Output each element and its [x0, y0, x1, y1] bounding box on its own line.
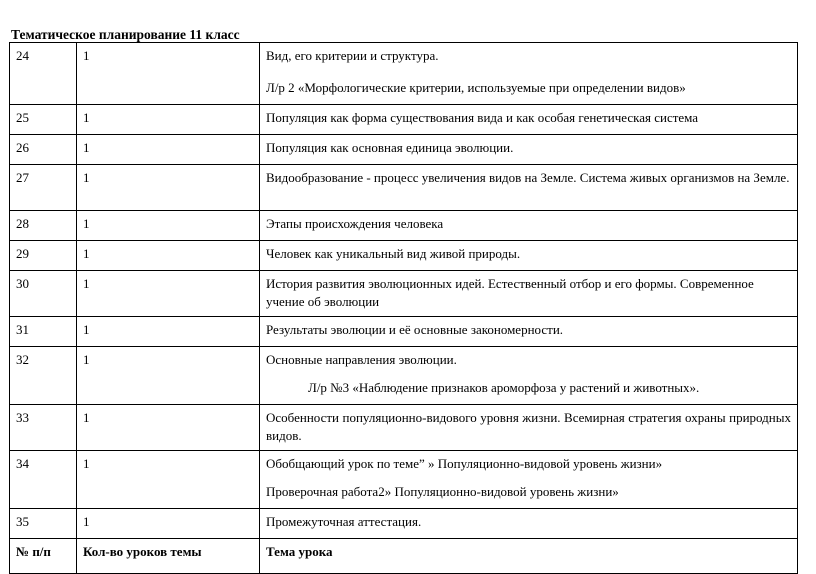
test-work: Проверочная работа2» Популяционно-видовой уровень жизни»: [266, 484, 619, 499]
lesson-count: 1: [77, 271, 260, 317]
lesson-topic: Основные направления эволюции.: [266, 352, 457, 367]
lesson-topic-cell: [260, 43, 798, 105]
lesson-topic: Промежуточная аттестация.: [260, 509, 798, 539]
lesson-topic: Популяция как основная единица эволюции.: [260, 135, 798, 165]
lesson-number: 31: [10, 317, 77, 347]
lab-work: Л/р 2 «Морфологические критерии, используемые при определении видов»: [266, 80, 686, 95]
header-topic: Тема урока: [260, 539, 798, 574]
lesson-number: 29: [10, 241, 77, 271]
lesson-count: 1: [77, 241, 260, 271]
lesson-number: 26: [10, 135, 77, 165]
lesson-topic: Этапы происхождения человека: [260, 211, 798, 241]
lesson-number: 27: [10, 165, 77, 211]
lesson-count: 1: [77, 211, 260, 241]
lesson-topic: История развития эволюционных идей. Естественный отбор и его формы. Современное учение об эволюции: [260, 271, 798, 317]
lesson-count: 1: [77, 509, 260, 539]
table-row: [10, 271, 798, 317]
lesson-topic: Вид, его критерии и структура.: [266, 48, 439, 63]
header-number: № п/п: [10, 539, 77, 574]
lesson-topic-cell: [260, 347, 798, 405]
lesson-number: 25: [10, 105, 77, 135]
header-count: Кол-во уроков темы: [77, 539, 260, 574]
lesson-topic: Видообразование - процесс увеличения видов на Земле. Система живых организмов на Земле.: [260, 165, 798, 211]
table-row: [10, 211, 798, 241]
lesson-count: 1: [77, 347, 260, 405]
lesson-number: 28: [10, 211, 77, 241]
lesson-number: 30: [10, 271, 77, 317]
table-row: [10, 509, 798, 539]
table-row: [10, 347, 798, 405]
table-header-row: [10, 539, 798, 574]
lesson-topic: Популяция как форма существования вида и как особая генетическая система: [260, 105, 798, 135]
table-row: [10, 43, 798, 105]
table-row: [10, 105, 798, 135]
lesson-number: 24: [10, 43, 77, 105]
lesson-count: 1: [77, 43, 260, 105]
page-title: Тематическое планирование 11 класс: [11, 27, 240, 42]
table-row: [10, 241, 798, 271]
lesson-number: 35: [10, 509, 77, 539]
lesson-topic: Особенности популяционно-видового уровня жизни. Всемирная стратегия охраны природных видов.: [260, 405, 798, 451]
lesson-count: 1: [77, 317, 260, 347]
lesson-count: 1: [77, 165, 260, 211]
table-row: [10, 165, 798, 211]
lesson-count: 1: [77, 451, 260, 509]
lesson-number: 33: [10, 405, 77, 451]
lesson-count: 1: [77, 135, 260, 165]
lesson-plan-table: [9, 42, 798, 574]
lab-work: Л/р №3 «Наблюдение признаков ароморфоза у растений и животных».: [308, 380, 700, 395]
lesson-topic: Человек как уникальный вид живой природы.: [260, 241, 798, 271]
table-row: [10, 451, 798, 509]
lesson-number: 32: [10, 347, 77, 405]
lesson-topic-cell: [260, 451, 798, 509]
lesson-topic: Результаты эволюции и её основные закономерности.: [260, 317, 798, 347]
table-row: [10, 135, 798, 165]
table-row: [10, 317, 798, 347]
lesson-number: 34: [10, 451, 77, 509]
lesson-count: 1: [77, 405, 260, 451]
lesson-count: 1: [77, 105, 260, 135]
table-row: [10, 405, 798, 451]
lesson-topic: Обобщающий урок по теме” » Популяционно-видовой уровень жизни»: [266, 456, 663, 471]
